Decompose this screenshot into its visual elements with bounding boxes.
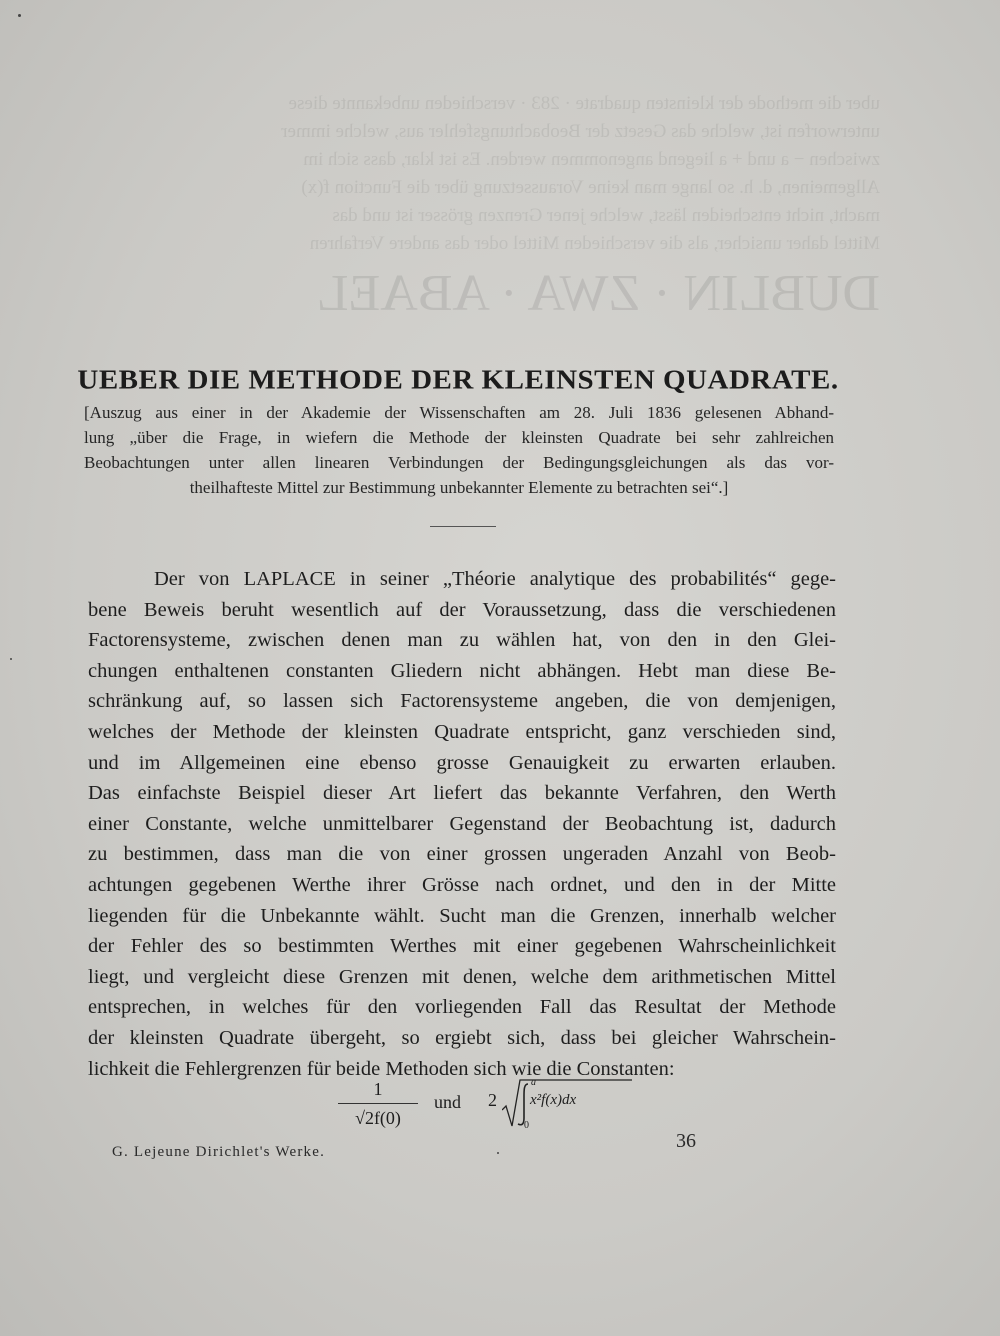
body-line: schränkung auf, so lassen sich Factorensysteme angeben, die von demjenigen,: [88, 690, 836, 713]
fraction-bar: [338, 1103, 418, 1104]
paper-speck: [10, 658, 12, 660]
section-divider: [430, 526, 496, 527]
article-title: UEBER DIE METHODE DER KLEINSTEN QUADRATE.: [77, 364, 839, 396]
integral-upper-limit: a: [531, 1077, 536, 1088]
abstract-line: [Auszug aus einer in der Akademie der Wissenschaften am 28. Juli 1836 gelesenen Abhand-: [84, 403, 834, 422]
body-line: liegenden für die Unbekannte wählt. Sucht man die Grenzen, innerhalb welcher: [88, 904, 836, 927]
body-paragraph: [88, 564, 836, 1084]
fraction-denominator: √2f(0): [355, 1108, 401, 1128]
integral-lower-limit: 0: [524, 1120, 529, 1131]
abstract-line: lung „über die Frage, in wiefern die Methode der kleinsten Quadrate bei sehr zahlreichen: [84, 428, 834, 447]
fraction-numerator: 1: [373, 1079, 383, 1099]
paper-speck: [18, 14, 21, 17]
body-line: Das einfachste Beispiel dieser Art liefert das bekannte Verfahren, den Werth: [88, 782, 836, 805]
body-line: achtungen gegebenen Werthe ihrer Grösse nach ordnet, und den in der Mitte: [88, 873, 836, 896]
body-line: und im Allgemeinen eine ebenso grosse Genauigkeit zu erwarten erlauben.: [88, 751, 836, 774]
integrand: x²f(x)dx: [530, 1092, 577, 1108]
bleed-through-decoration: uber die methode der kleinsten quadrate · 283 · verschieden unbekannte diese unterworfen ist, welche das Gesetz der Beobachtungsfehler aus, welche immer zwischen − a und + a liegend angenommen werden. Es ist klar, dass sich im Allgemeinen, d. h. so lange man keine Voraussetzung über die Function f(x) macht, nicht entscheiden lässt, welche jener Grenzen grösser ist und das Mittel daher unsicher, als die verschieden Mittel oder das andere Verfahren DUBLIN · ZWA · ABAEL: [281, 93, 880, 322]
fraction: [338, 1078, 418, 1130]
body-line: der kleinsten Quadrate übergeht, so ergiebt sich, dass bei gleicher Wahrschein-: [88, 1026, 836, 1049]
abstract-line: Beobachtungen unter allen linearen Verbindungen der Bedingungsgleichungen als das vor-: [84, 453, 834, 472]
body-line: zu bestimmen, dass man die von einer grossen ungeraden Anzahl von Beob-: [88, 843, 836, 866]
body-line: welches der Methode der kleinsten Quadrate entspricht, ganz verschieden sind,: [88, 720, 836, 743]
footer-page-number: 36: [676, 1130, 696, 1152]
body-line: bene Beweis beruht wesentlich auf der Voraussetzung, dass die verschiedenen: [88, 598, 836, 621]
body-line: entsprechen, in welches für den vorliegenden Fall das Resultat der Methode: [88, 996, 836, 1019]
paper-speck: [497, 1152, 499, 1154]
body-line: einer Constante, welche unmittelbarer Gegenstand der Beobachtung ist, dadurch: [88, 812, 836, 835]
abstract-line: theilhafteste Mittel zur Bestimmung unbekannter Elemente zu betrachten sei“.]: [189, 478, 729, 497]
body-line: Der von LAPLACE in seiner „Théorie analytique des probabilités“ gege-: [154, 568, 836, 590]
body-line: Factorensysteme, zwischen denen man zu wählen hat, von den in den Glei-: [88, 629, 836, 652]
formula-conjunction: und: [434, 1092, 461, 1112]
root-integral-expression: [488, 1076, 618, 1136]
body-line: liegt, und vergleicht diese Grenzen mit denen, welche dem arithmetischen Mittel: [88, 965, 836, 988]
footer-source: G. Lejeune Dirichlet's Werke.: [112, 1144, 326, 1160]
body-line: lichkeit die Fehlergrenzen für beide Methoden sich wie die Constanten:: [88, 1057, 675, 1080]
body-line: chungen enthaltenen constanten Gliedern nicht abhängen. Hebt man diese Be-: [88, 659, 836, 682]
body-line: der Fehler des so bestimmten Werthes mit einer gegebenen Wahrscheinlichkeit: [88, 935, 836, 958]
abstract: [84, 400, 834, 500]
formula: [320, 1076, 660, 1140]
formula-coefficient: 2: [488, 1090, 497, 1110]
